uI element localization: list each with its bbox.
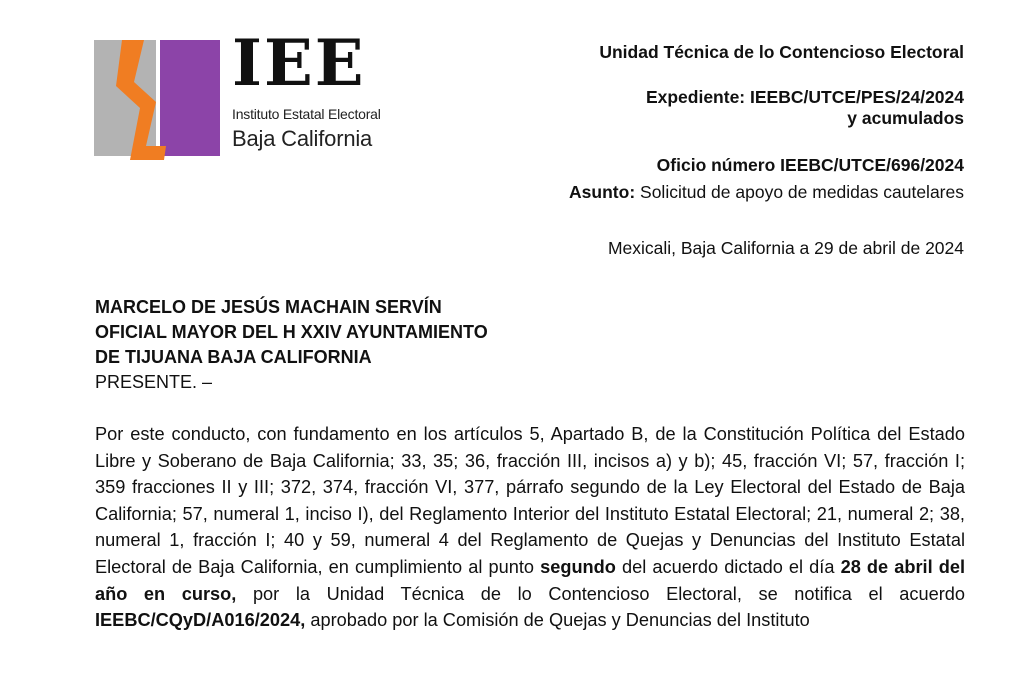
expediente-label: Expediente:: [645, 87, 746, 107]
asunto-line: [569, 182, 964, 203]
body-text-part-4: aprobado por la Comisión de Quejas y Denuncias del Instituto: [310, 610, 810, 631]
body-paragraph: [95, 421, 965, 634]
addressee-title: OFICIAL MAYOR DEL H XXIV AYUNTAMIENTO: [95, 322, 488, 342]
body-text-part-3: por la Unidad Técnica de lo Contencioso Electoral, se notifica el acuerdo: [236, 583, 965, 604]
body-text-part-1: Por este conducto, con fundamento en los artículos 5, Apartado B, de la Constitución Política del Estado Libre y Soberano de Baja California; 33, 35; 36, fracción III, incisos a) y b); 45, fracción VI; 57, fracción I; 359 fracciones II y III; 372, 374, fracción VI, 377, párrafo segundo de la Ley Electoral del Estado de Baja California; 57, numeral 1, inciso I), del Reglamento Interior del Instituto Estatal Electoral; 21, numeral 2; 38, numeral 1, fracción I; 40 y 59, numeral 4 del Reglamento de Quejas y Denuncias del Instituto Estatal Electoral de Baja California, en cumplimiento al punto: [95, 424, 965, 577]
logo-institute-name: Instituto Estatal Electoral: [232, 106, 381, 122]
asunto-label: Asunto:: [569, 182, 636, 202]
asunto-value: Solicitud de apoyo de medidas cautelares: [640, 182, 964, 202]
addressee-block: [95, 295, 488, 395]
place-date: Mexicali, Baja California a 29 de abril de 2024: [607, 238, 964, 258]
addressee-location: DE TIJUANA BAJA CALIFORNIA: [95, 347, 372, 367]
logo-acronym: IEE: [232, 26, 366, 101]
body-bold-date: 28 de abril del año en curso,: [95, 556, 966, 604]
expediente-line: [646, 87, 964, 108]
body-text-part-2: del acuerdo dictado el día: [622, 556, 835, 577]
expediente-value: IEEBC/UTCE/PES/24/2024: [750, 87, 964, 107]
iee-logo: [94, 26, 394, 162]
expediente-suffix: y acumulados: [847, 108, 964, 128]
logo-state-name: Baja California: [232, 126, 373, 151]
body-bold-segundo: segundo: [540, 556, 616, 577]
addressee-presente: PRESENTE. –: [95, 372, 213, 392]
addressee-name: MARCELO DE JESÚS MACHAIN SERVÍN: [95, 297, 442, 317]
oficio-number: Oficio número IEEBC/UTCE/696/2024: [656, 155, 964, 175]
body-bold-agreement: IEEBC/CQyD/A016/2024,: [95, 610, 306, 631]
iee-emblem-icon: [94, 38, 222, 162]
unit-title: Unidad Técnica de lo Contencioso Electoral: [599, 42, 964, 62]
